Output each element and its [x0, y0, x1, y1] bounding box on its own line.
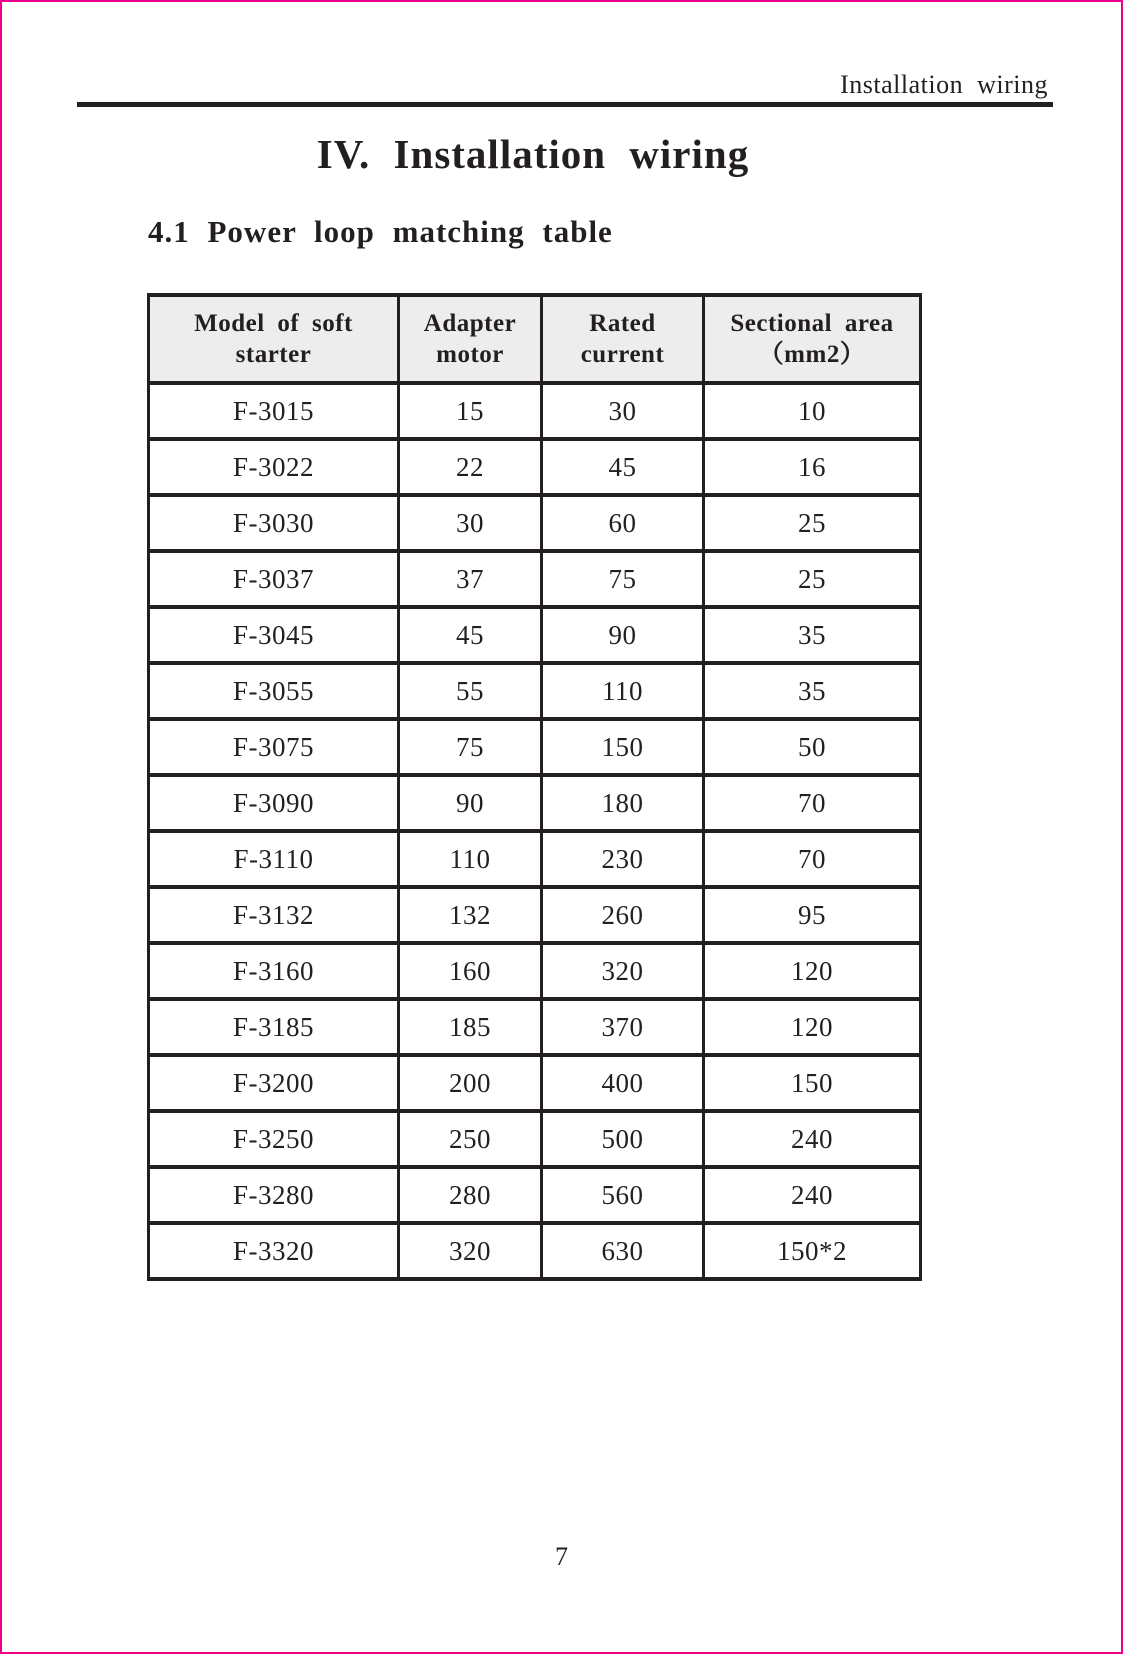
- table-cell-adapter-motor: 22: [399, 439, 542, 495]
- running-header: Installation wiring: [840, 70, 1048, 99]
- table-cell-sectional-area: 25: [704, 495, 921, 551]
- table-cell-model: F-3250: [149, 1111, 399, 1167]
- table-cell-rated-current: 500: [542, 1111, 704, 1167]
- column-header-line: motor: [436, 341, 504, 368]
- table-cell-model: F-3160: [149, 943, 399, 999]
- column-header-line: Adapter: [423, 309, 517, 337]
- table-cell-model: F-3022: [149, 439, 399, 495]
- power-loop-matching-table: [147, 293, 922, 1281]
- table-cell-rated-current: 180: [542, 775, 704, 831]
- table-cell-model: F-3075: [149, 719, 399, 775]
- column-header-line: Rated: [589, 309, 656, 337]
- column-header-line: （mm2）: [758, 341, 866, 368]
- column-header-line: Sectional area: [730, 309, 894, 337]
- table-row: [149, 439, 921, 495]
- table-row: [149, 775, 921, 831]
- table-row: [149, 943, 921, 999]
- column-header-sectional-area: [704, 295, 921, 383]
- table-cell-model: F-3037: [149, 551, 399, 607]
- table-cell-model: F-3280: [149, 1167, 399, 1223]
- table-cell-sectional-area: 240: [704, 1167, 921, 1223]
- table-cell-sectional-area: 10: [704, 383, 921, 439]
- table-cell-rated-current: 560: [542, 1167, 704, 1223]
- table-row: [149, 831, 921, 887]
- table-row: [149, 495, 921, 551]
- section-heading: 4.1 Power loop matching table: [148, 214, 613, 249]
- table-cell-rated-current: 400: [542, 1055, 704, 1111]
- table-cell-rated-current: 110: [542, 663, 704, 719]
- table-cell-adapter-motor: 37: [399, 551, 542, 607]
- table-cell-rated-current: 630: [542, 1223, 704, 1279]
- column-header-adapter-motor: [399, 295, 542, 383]
- column-header-line: Model of soft: [194, 309, 353, 337]
- table-row: [149, 551, 921, 607]
- table-cell-adapter-motor: 55: [399, 663, 542, 719]
- column-header-model: [149, 295, 399, 383]
- table-cell-rated-current: 90: [542, 607, 704, 663]
- table-cell-adapter-motor: 15: [399, 383, 542, 439]
- table-cell-rated-current: 150: [542, 719, 704, 775]
- column-header-rated-current: [542, 295, 704, 383]
- table-cell-rated-current: 320: [542, 943, 704, 999]
- table-cell-model: F-3110: [149, 831, 399, 887]
- table-cell-adapter-motor: 45: [399, 607, 542, 663]
- table-row: [149, 383, 921, 439]
- table-cell-model: F-3200: [149, 1055, 399, 1111]
- table-cell-sectional-area: 95: [704, 887, 921, 943]
- table-cell-adapter-motor: 75: [399, 719, 542, 775]
- column-header-line: current: [580, 341, 665, 368]
- table-cell-rated-current: 230: [542, 831, 704, 887]
- table-cell-adapter-motor: 110: [399, 831, 542, 887]
- table-cell-rated-current: 75: [542, 551, 704, 607]
- table-cell-rated-current: 45: [542, 439, 704, 495]
- table-cell-adapter-motor: 90: [399, 775, 542, 831]
- table-row: [149, 999, 921, 1055]
- table-row: [149, 887, 921, 943]
- table-cell-rated-current: 260: [542, 887, 704, 943]
- table-cell-sectional-area: 120: [704, 999, 921, 1055]
- table-cell-sectional-area: 70: [704, 831, 921, 887]
- table-cell-sectional-area: 16: [704, 439, 921, 495]
- table-row: [149, 663, 921, 719]
- table-cell-model: F-3015: [149, 383, 399, 439]
- table-cell-sectional-area: 35: [704, 663, 921, 719]
- table-cell-sectional-area: 25: [704, 551, 921, 607]
- table-cell-model: F-3055: [149, 663, 399, 719]
- table-cell-rated-current: 370: [542, 999, 704, 1055]
- table-row: [149, 719, 921, 775]
- table-cell-adapter-motor: 250: [399, 1111, 542, 1167]
- table-cell-model: F-3030: [149, 495, 399, 551]
- table-cell-sectional-area: 50: [704, 719, 921, 775]
- table-cell-model: F-3045: [149, 607, 399, 663]
- table-cell-sectional-area: 120: [704, 943, 921, 999]
- table-cell-sectional-area: 35: [704, 607, 921, 663]
- table-cell-sectional-area: 240: [704, 1111, 921, 1167]
- table-cell-adapter-motor: 160: [399, 943, 542, 999]
- table-cell-adapter-motor: 185: [399, 999, 542, 1055]
- table-header-row: [149, 295, 921, 383]
- table-cell-adapter-motor: 132: [399, 887, 542, 943]
- table-row: [149, 1055, 921, 1111]
- table-cell-model: F-3132: [149, 887, 399, 943]
- page-number: 7: [555, 1542, 568, 1571]
- table-row: [149, 1167, 921, 1223]
- table-cell-sectional-area: 150: [704, 1055, 921, 1111]
- table-cell-model: F-3185: [149, 999, 399, 1055]
- table-cell-sectional-area: 150*2: [704, 1223, 921, 1279]
- table-cell-adapter-motor: 280: [399, 1167, 542, 1223]
- table-row: [149, 1223, 921, 1279]
- table-body: [149, 383, 921, 1279]
- table-row: [149, 1111, 921, 1167]
- table-cell-model: F-3320: [149, 1223, 399, 1279]
- column-header-line: starter: [235, 341, 312, 368]
- header-rule: [77, 102, 1053, 107]
- table-row: [149, 607, 921, 663]
- table-cell-model: F-3090: [149, 775, 399, 831]
- table-cell-rated-current: 60: [542, 495, 704, 551]
- table-cell-rated-current: 30: [542, 383, 704, 439]
- page-title: IV. Installation wiring: [316, 131, 750, 177]
- table-cell-adapter-motor: 320: [399, 1223, 542, 1279]
- table-cell-adapter-motor: 200: [399, 1055, 542, 1111]
- table-cell-sectional-area: 70: [704, 775, 921, 831]
- table-cell-adapter-motor: 30: [399, 495, 542, 551]
